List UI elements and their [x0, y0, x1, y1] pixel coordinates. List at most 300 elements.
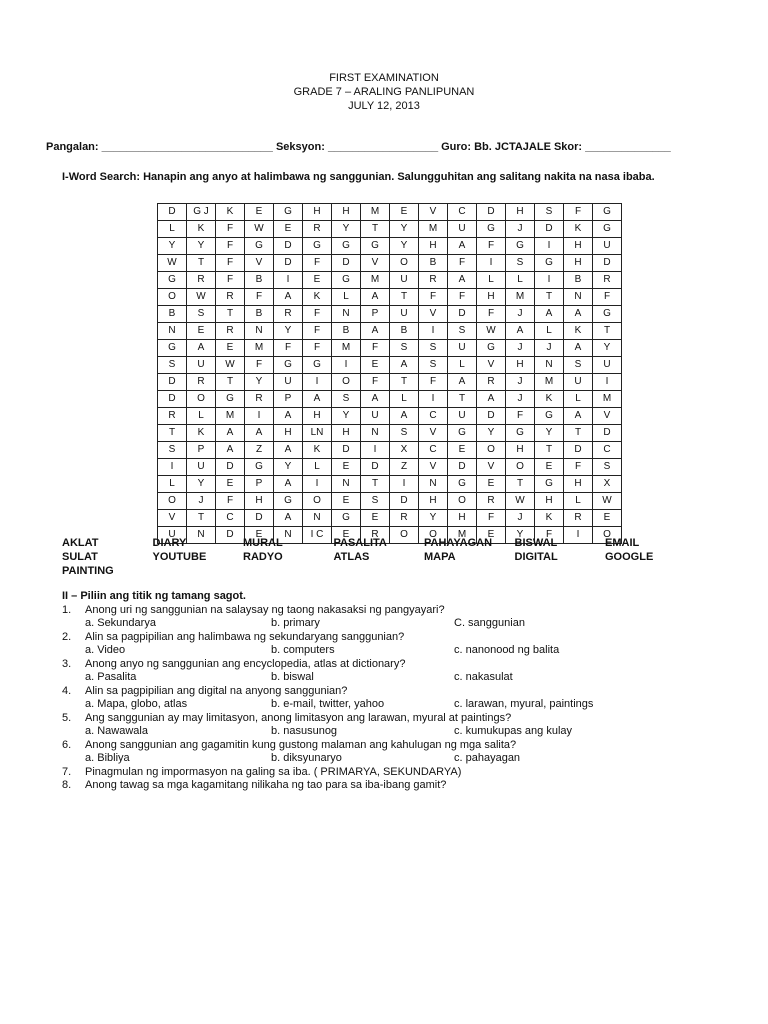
grid-cell: M — [506, 289, 535, 306]
grid-cell: H — [506, 357, 535, 374]
grid-cell: D — [158, 204, 187, 221]
grid-cell: G — [274, 204, 303, 221]
grid-cell: A — [506, 323, 535, 340]
grid-cell: O — [477, 442, 506, 459]
grid-cell: N — [419, 476, 448, 493]
grid-cell: N — [361, 425, 390, 442]
question — [62, 685, 712, 699]
grid-cell: F — [477, 238, 506, 255]
grid-cell: F — [564, 459, 593, 476]
grid-cell: I — [274, 272, 303, 289]
grid-cell: G — [506, 238, 535, 255]
grid-cell: N — [564, 289, 593, 306]
grid-cell: W — [593, 493, 622, 510]
grid-cell: R — [477, 493, 506, 510]
grid-cell: J — [506, 221, 535, 238]
exam-date: JULY 12, 2013 — [348, 100, 420, 112]
grid-cell: LN — [303, 425, 332, 442]
grid-cell: N — [332, 476, 361, 493]
grid-cell: A — [303, 391, 332, 408]
answer-option: b. diksyunaryo — [271, 752, 342, 764]
grid-cell: R — [158, 408, 187, 425]
grid-row — [158, 459, 622, 476]
grid-cell: G — [535, 476, 564, 493]
grid-cell: K — [187, 221, 216, 238]
grid-row — [158, 255, 622, 272]
question — [62, 739, 712, 753]
word-list-item: RADYO — [243, 551, 283, 563]
grid-cell: W — [187, 289, 216, 306]
grid-cell: I — [158, 459, 187, 476]
grid-cell: M — [593, 391, 622, 408]
grid-cell: C — [419, 442, 448, 459]
answer-options — [62, 725, 712, 739]
grid-cell: U — [361, 408, 390, 425]
grid-cell: M — [332, 340, 361, 357]
grid-cell: T — [535, 289, 564, 306]
question-text: Anong anyo ng sanggunian ang encyclopedia, atlas at dictionary? — [85, 657, 406, 670]
word-list-item: PASALITA — [333, 537, 387, 549]
grid-cell: J — [506, 374, 535, 391]
question — [62, 631, 712, 645]
word-list-item: BISWAL — [514, 537, 558, 549]
question-number: 8. — [62, 779, 72, 791]
grid-cell: R — [477, 374, 506, 391]
grid-cell: R — [303, 221, 332, 238]
grid-row — [158, 238, 622, 255]
grid-cell: D — [158, 374, 187, 391]
grid-cell: D — [593, 425, 622, 442]
grid-cell: D — [216, 459, 245, 476]
grid-cell: I — [564, 527, 593, 544]
grid-cell: E — [274, 221, 303, 238]
grid-cell: F — [303, 340, 332, 357]
grid-cell: O — [303, 493, 332, 510]
grid-cell: T — [564, 425, 593, 442]
grid-cell: G — [332, 238, 361, 255]
grid-cell: G — [332, 510, 361, 527]
grid-cell: W — [158, 255, 187, 272]
grid-cell: R — [187, 374, 216, 391]
answer-option: a. Nawawala — [85, 725, 148, 737]
grid-cell: E — [448, 442, 477, 459]
grid-cell: V — [361, 255, 390, 272]
grid-cell: X — [390, 442, 419, 459]
question-text: Alin sa pagpipilian ang halimbawa ng sekundaryang sanggunian? — [85, 630, 405, 643]
grid-row — [158, 408, 622, 425]
grid-cell: E — [216, 340, 245, 357]
grid-cell: T — [593, 323, 622, 340]
grid-cell: U — [187, 459, 216, 476]
word-list-item: DIARY — [152, 537, 187, 549]
grid-cell: G — [535, 255, 564, 272]
grid-cell: D — [593, 255, 622, 272]
grid-cell: N — [158, 323, 187, 340]
grid-row — [158, 510, 622, 527]
grid-cell: A — [361, 323, 390, 340]
question — [62, 712, 712, 726]
grid-cell: E — [477, 527, 506, 544]
grid-cell: F — [477, 510, 506, 527]
grid-cell: H — [506, 204, 535, 221]
grid-row — [158, 357, 622, 374]
grid-cell: J — [506, 391, 535, 408]
question-number: 5. — [62, 711, 72, 724]
grid-cell: F — [245, 357, 274, 374]
grid-cell: D — [274, 238, 303, 255]
grid-cell: I — [332, 357, 361, 374]
grid-cell: O — [390, 255, 419, 272]
answer-option: c. larawan, myural, paintings — [454, 698, 594, 710]
grid-cell: S — [158, 442, 187, 459]
grid-cell: X — [593, 476, 622, 493]
grid-cell: H — [448, 510, 477, 527]
grid-cell: N — [303, 510, 332, 527]
grid-cell: D — [535, 221, 564, 238]
exam-subject: GRADE 7 – ARALING PANLIPUNAN — [293, 86, 475, 98]
grid-cell: A — [564, 306, 593, 323]
grid-cell: E — [332, 493, 361, 510]
grid-row — [158, 493, 622, 510]
question — [62, 779, 712, 793]
grid-cell: F — [245, 289, 274, 306]
grid-cell: M — [361, 272, 390, 289]
question — [62, 658, 712, 672]
grid-row — [158, 391, 622, 408]
grid-cell: G J — [187, 204, 216, 221]
grid-row — [158, 306, 622, 323]
grid-cell: A — [274, 408, 303, 425]
grid-cell: S — [535, 204, 564, 221]
grid-cell: V — [419, 204, 448, 221]
grid-cell: B — [390, 323, 419, 340]
grid-cell: Y — [187, 476, 216, 493]
grid-cell: S — [361, 493, 390, 510]
grid-cell: Y — [419, 510, 448, 527]
grid-cell: I — [390, 476, 419, 493]
question-text: Anong tawag sa mga kagamitang nilikaha ng tao para sa iba-ibang gamit? — [85, 779, 447, 791]
word-list — [62, 536, 696, 578]
grid-cell: I — [245, 408, 274, 425]
grid-cell: L — [332, 289, 361, 306]
grid-cell: I — [477, 255, 506, 272]
grid-cell: A — [274, 510, 303, 527]
grid-cell: G — [245, 459, 274, 476]
grid-cell: O — [448, 493, 477, 510]
grid-cell: T — [361, 221, 390, 238]
grid-cell: M — [419, 221, 448, 238]
grid-cell: C — [419, 408, 448, 425]
grid-cell: D — [158, 391, 187, 408]
word-list-item: EMAIL — [605, 537, 640, 549]
grid-cell: H — [245, 493, 274, 510]
grid-cell: F — [361, 374, 390, 391]
grid-row — [158, 204, 622, 221]
grid-cell: U — [390, 306, 419, 323]
grid-row — [158, 476, 622, 493]
grid-cell: U — [564, 374, 593, 391]
grid-cell: V — [477, 357, 506, 374]
grid-cell: S — [187, 306, 216, 323]
grid-cell: T — [158, 425, 187, 442]
grid-cell: I — [535, 238, 564, 255]
grid-cell: G — [216, 391, 245, 408]
grid-cell: H — [274, 425, 303, 442]
grid-cell: Y — [332, 408, 361, 425]
grid-cell: S — [390, 425, 419, 442]
grid-cell: W — [477, 323, 506, 340]
grid-cell: I — [361, 442, 390, 459]
grid-cell: D — [390, 493, 419, 510]
grid-cell: O — [158, 289, 187, 306]
grid-cell: Y — [187, 238, 216, 255]
grid-cell: B — [158, 306, 187, 323]
grid-cell: P — [245, 476, 274, 493]
grid-cell: H — [332, 425, 361, 442]
grid-cell: R — [361, 527, 390, 544]
grid-cell: V — [419, 459, 448, 476]
question-text: Pinagmulan ng impormasyon na galing sa iba. ( PRIMARYA, SEKUNDARYA) — [85, 765, 462, 778]
question-number: 2. — [62, 630, 72, 643]
grid-cell: T — [216, 306, 245, 323]
grid-cell: Y — [506, 527, 535, 544]
grid-cell: F — [506, 408, 535, 425]
grid-cell: S — [419, 357, 448, 374]
grid-cell: G — [477, 221, 506, 238]
grid-cell: F — [216, 238, 245, 255]
grid-cell: Y — [390, 238, 419, 255]
grid-cell: E — [593, 510, 622, 527]
grid-cell: T — [361, 476, 390, 493]
grid-cell: D — [332, 442, 361, 459]
grid-cell: F — [274, 340, 303, 357]
question — [62, 766, 712, 780]
grid-cell: S — [390, 340, 419, 357]
grid-cell: F — [361, 340, 390, 357]
grid-cell: H — [419, 493, 448, 510]
grid-row — [158, 340, 622, 357]
grid-cell: P — [274, 391, 303, 408]
grid-cell: I — [593, 374, 622, 391]
grid-cell: U — [593, 238, 622, 255]
grid-cell: E — [216, 476, 245, 493]
grid-cell: V — [419, 306, 448, 323]
grid-cell: M — [216, 408, 245, 425]
grid-cell: N — [332, 306, 361, 323]
grid-cell: A — [390, 357, 419, 374]
word-search-table — [157, 203, 622, 544]
grid-cell: D — [332, 255, 361, 272]
grid-cell: A — [361, 391, 390, 408]
grid-cell: J — [506, 340, 535, 357]
grid-cell: T — [187, 510, 216, 527]
word-search-instructions: I-Word Search: Hanapin ang anyo at halimbawa ng sanggunian. Salungguhitan ang salitang nakita na nasa ibaba. — [62, 171, 655, 183]
grid-cell: H — [564, 238, 593, 255]
grid-cell: I C — [303, 527, 332, 544]
grid-cell: M — [361, 204, 390, 221]
grid-cell: E — [361, 357, 390, 374]
grid-cell: K — [187, 425, 216, 442]
grid-cell: I — [535, 272, 564, 289]
grid-row — [158, 272, 622, 289]
word-list-row — [62, 550, 696, 564]
grid-cell: A — [448, 238, 477, 255]
word-list-row — [62, 536, 696, 550]
grid-cell: F — [593, 289, 622, 306]
grid-cell: O — [419, 527, 448, 544]
grid-cell: G — [303, 238, 332, 255]
grid-cell: A — [448, 374, 477, 391]
grid-cell: C — [593, 442, 622, 459]
grid-cell: A — [274, 442, 303, 459]
grid-cell: B — [419, 255, 448, 272]
grid-cell: D — [448, 459, 477, 476]
grid-cell: L — [535, 323, 564, 340]
grid-cell: E — [390, 204, 419, 221]
grid-cell: I — [419, 323, 448, 340]
grid-cell: T — [535, 442, 564, 459]
grid-cell: G — [477, 340, 506, 357]
answer-option: c. pahayagan — [454, 752, 521, 764]
word-list-item: MURAL — [243, 537, 283, 549]
grid-cell: Y — [593, 340, 622, 357]
question-number: 6. — [62, 738, 72, 751]
grid-cell: Y — [245, 374, 274, 391]
grid-cell: F — [216, 272, 245, 289]
grid-cell: G — [506, 425, 535, 442]
grid-cell: H — [564, 476, 593, 493]
grid-cell: R — [564, 510, 593, 527]
grid-cell: S — [506, 255, 535, 272]
grid-cell: V — [593, 408, 622, 425]
grid-cell: I — [303, 374, 332, 391]
grid-row — [158, 221, 622, 238]
grid-cell: R — [390, 510, 419, 527]
grid-cell: A — [564, 340, 593, 357]
answer-option: b. nasusunog — [271, 725, 338, 737]
grid-cell: K — [535, 510, 564, 527]
grid-cell: S — [419, 340, 448, 357]
answer-option: a. Mapa, globo, atlas — [85, 698, 188, 710]
grid-cell: O — [187, 391, 216, 408]
grid-cell: A — [274, 289, 303, 306]
grid-cell: D — [361, 459, 390, 476]
word-list-row — [62, 564, 696, 578]
grid-cell: U — [448, 408, 477, 425]
grid-cell: E — [245, 204, 274, 221]
grid-cell: A — [361, 289, 390, 306]
grid-cell: U — [158, 527, 187, 544]
question-text: Alin sa pagpipilian ang digital na anyong sanggunian? — [85, 684, 348, 697]
grid-cell: H — [477, 289, 506, 306]
grid-cell: W — [245, 221, 274, 238]
grid-cell: L — [187, 408, 216, 425]
answer-options — [62, 671, 712, 685]
grid-cell: G — [448, 425, 477, 442]
grid-cell: L — [477, 272, 506, 289]
grid-cell: Y — [477, 425, 506, 442]
question-number: 7. — [62, 765, 72, 778]
grid-cell: G — [158, 272, 187, 289]
answer-option: a. Bibliya — [85, 752, 130, 764]
grid-cell: R — [245, 391, 274, 408]
grid-cell: V — [477, 459, 506, 476]
grid-row — [158, 442, 622, 459]
grid-cell: G — [593, 306, 622, 323]
grid-cell: G — [448, 476, 477, 493]
grid-row — [158, 374, 622, 391]
grid-cell: L — [158, 476, 187, 493]
grid-cell: D — [245, 510, 274, 527]
grid-cell: M — [245, 340, 274, 357]
grid-cell: D — [564, 442, 593, 459]
grid-cell: J — [187, 493, 216, 510]
grid-cell: B — [245, 306, 274, 323]
grid-cell: L — [506, 272, 535, 289]
grid-cell: A — [187, 340, 216, 357]
grid-cell: J — [506, 510, 535, 527]
answer-options — [62, 698, 712, 712]
grid-cell: R — [419, 272, 448, 289]
grid-cell: Y — [274, 459, 303, 476]
grid-cell: D — [477, 408, 506, 425]
grid-cell: F — [303, 255, 332, 272]
grid-cell: G — [332, 272, 361, 289]
grid-cell: B — [564, 272, 593, 289]
grid-cell: H — [564, 255, 593, 272]
grid-cell: H — [419, 238, 448, 255]
grid-cell: G — [274, 357, 303, 374]
grid-cell: W — [506, 493, 535, 510]
grid-cell: V — [158, 510, 187, 527]
grid-cell: E — [187, 323, 216, 340]
grid-cell: Y — [390, 221, 419, 238]
grid-cell: K — [564, 221, 593, 238]
answer-option: c. kumukupas ang kulay — [454, 725, 573, 737]
grid-cell: L — [158, 221, 187, 238]
grid-cell: G — [361, 238, 390, 255]
grid-cell: F — [303, 306, 332, 323]
grid-cell: U — [448, 221, 477, 238]
answer-option: c. nanonood ng balita — [454, 644, 560, 656]
grid-cell: L — [564, 493, 593, 510]
answer-option: b. e-mail, twitter, yahoo — [271, 698, 385, 710]
answer-option: b. computers — [271, 644, 335, 656]
word-list-item: YOUTUBE — [152, 551, 207, 563]
grid-cell: N — [245, 323, 274, 340]
question-text: Anong uri ng sanggunian na salaysay ng taong nakasaksi ng pangyayari? — [85, 603, 445, 616]
grid-cell: F — [448, 255, 477, 272]
grid-cell: S — [564, 357, 593, 374]
grid-cell: T — [390, 374, 419, 391]
grid-cell: Y — [274, 323, 303, 340]
grid-cell: I — [419, 391, 448, 408]
grid-cell: R — [593, 272, 622, 289]
grid-cell: E — [361, 510, 390, 527]
answer-options — [62, 752, 712, 766]
grid-cell: A — [564, 408, 593, 425]
grid-cell: C — [216, 510, 245, 527]
answer-option: b. biswal — [271, 671, 314, 683]
grid-cell: S — [332, 391, 361, 408]
grid-cell: H — [506, 442, 535, 459]
grid-cell: G — [535, 408, 564, 425]
grid-cell: T — [187, 255, 216, 272]
grid-cell: K — [303, 442, 332, 459]
grid-cell: M — [448, 527, 477, 544]
grid-cell: H — [303, 408, 332, 425]
grid-cell: E — [477, 476, 506, 493]
